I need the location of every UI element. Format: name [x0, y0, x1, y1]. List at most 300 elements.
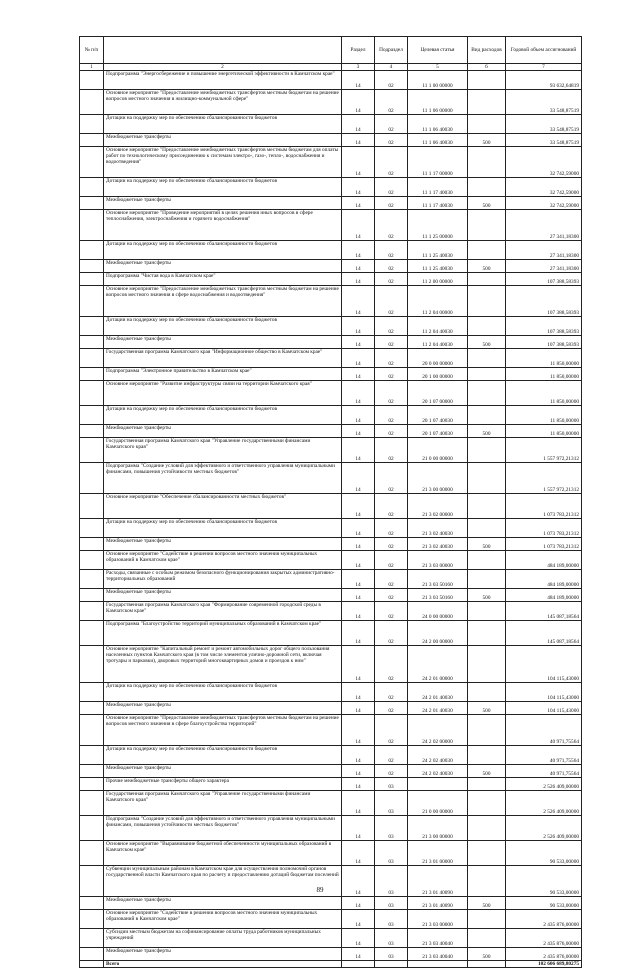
table-row: [80, 646, 582, 683]
row-amount: 104 115,43000: [506, 702, 582, 715]
row-name: Субвенции муниципальным районам в Камчатском крае для осуществления полномочий органов государственной власти Камчатского края по расчету и предоставлению дотаций бюджетам поселений: [104, 866, 342, 897]
row-subsection: 02: [375, 646, 408, 683]
header-section: Раздел: [342, 37, 375, 64]
row-section: 14: [342, 286, 375, 317]
row-target: 24 2 01 00000: [408, 646, 468, 683]
table-row: [80, 349, 582, 368]
total-empty-cell: [375, 961, 408, 968]
row-subsection: 02: [375, 71, 408, 90]
row-num-cell: [80, 438, 104, 463]
row-amount: 1 073 783,21312: [506, 538, 582, 551]
row-num-cell: [80, 115, 104, 134]
table-row: [80, 702, 582, 715]
row-section: 14: [342, 646, 375, 683]
row-target: 11 2 04 40030: [408, 336, 468, 349]
col-number: 3: [342, 64, 375, 71]
row-amount: 145 087,18564: [506, 621, 582, 646]
row-section: 14: [342, 538, 375, 551]
row-subsection: 02: [375, 90, 408, 115]
row-target: 21 3 01 40090: [408, 897, 468, 910]
row-name: Государственная программа Камчатского края "Формирование современной городской среды в Камчатском крае": [104, 602, 342, 621]
row-amount: 40 971,75564: [506, 746, 582, 765]
row-name: Субсидии местным бюджетам на софинансирование оплаты труда работников муниципальных учреждений: [104, 929, 342, 948]
row-expense-type: [468, 816, 506, 841]
row-section: 14: [342, 602, 375, 621]
row-name: Государственная программа Камчатского края "Информационное общество в Камчатском крае": [104, 349, 342, 368]
row-target: 11 1 25 40030: [408, 241, 468, 260]
row-target: 21 3 02 40030: [408, 519, 468, 538]
row-subsection: 02: [375, 349, 408, 368]
row-expense-type: 500: [468, 260, 506, 273]
row-name: Межбюджетные трансферты: [104, 260, 342, 273]
row-target: 24 2 00 00000: [408, 621, 468, 646]
row-section: 14: [342, 702, 375, 715]
row-target: 11 1 06 40030: [408, 115, 468, 134]
header-target: Целевая статья: [408, 37, 468, 64]
row-section: 14: [342, 589, 375, 602]
table-row: [80, 134, 582, 147]
table-row: [80, 683, 582, 702]
row-amount: 32 742,59000: [506, 197, 582, 210]
row-num-cell: [80, 791, 104, 816]
row-num-cell: [80, 929, 104, 948]
table-row: [80, 746, 582, 765]
row-num-cell: [80, 178, 104, 197]
row-amount: 2 526 409,00000: [506, 791, 582, 816]
row-amount: 11 850,00000: [506, 406, 582, 425]
row-target: 11 1 17 00000: [408, 147, 468, 178]
row-amount: 90 533,00000: [506, 897, 582, 910]
row-subsection: 02: [375, 519, 408, 538]
col-number: 7: [506, 64, 582, 71]
row-amount: 107 388,58393: [506, 273, 582, 286]
column-number-row: [80, 64, 582, 71]
row-section: 14: [342, 910, 375, 929]
row-target: 11 1 00 00000: [408, 71, 468, 90]
row-num-cell: [80, 551, 104, 570]
row-target: 21 3 03 50160: [408, 589, 468, 602]
row-num-cell: [80, 746, 104, 765]
row-target: 11 1 17 40030: [408, 197, 468, 210]
row-expense-type: [468, 210, 506, 241]
row-section: 14: [342, 90, 375, 115]
row-num-cell: [80, 702, 104, 715]
row-subsection: 03: [375, 791, 408, 816]
row-section: 14: [342, 816, 375, 841]
row-expense-type: [468, 71, 506, 90]
row-expense-type: [468, 317, 506, 336]
row-expense-type: [468, 551, 506, 570]
row-expense-type: [468, 570, 506, 589]
table-row: [80, 115, 582, 134]
row-name: Дотации на поддержку мер по обеспечению сбалансированности бюджетов: [104, 683, 342, 702]
row-amount: 107 388,58393: [506, 286, 582, 317]
row-amount: 484 189,00000: [506, 570, 582, 589]
row-name: Дотации на поддержку мер по обеспечению сбалансированности бюджетов: [104, 178, 342, 197]
row-section: 14: [342, 715, 375, 746]
row-num-cell: [80, 765, 104, 778]
table-row: [80, 841, 582, 866]
row-section: 14: [342, 746, 375, 765]
row-name: Основное мероприятие "Обеспечение сбалансированности местных бюджетов": [104, 494, 342, 519]
row-subsection: 02: [375, 260, 408, 273]
table-row: [80, 494, 582, 519]
header-name: [104, 37, 342, 64]
row-amount: 107 388,58393: [506, 317, 582, 336]
row-expense-type: [468, 621, 506, 646]
row-num-cell: [80, 210, 104, 241]
row-target: 11 1 17 40030: [408, 178, 468, 197]
row-target: 24 2 02 00000: [408, 715, 468, 746]
row-num-cell: [80, 147, 104, 178]
table-row: [80, 570, 582, 589]
row-expense-type: 500: [468, 702, 506, 715]
row-subsection: 02: [375, 602, 408, 621]
row-num-cell: [80, 406, 104, 425]
row-amount: 11 850,00000: [506, 368, 582, 381]
row-subsection: 02: [375, 286, 408, 317]
row-section: 14: [342, 494, 375, 519]
row-subsection: 03: [375, 778, 408, 791]
col-number: 6: [468, 64, 506, 71]
row-name: Государственная программа Камчатского края "Управление государственными финансами Камчатского края": [104, 791, 342, 816]
row-name: Основное мероприятие "Предоставление межбюджетных трансфертов местным бюджетам для оплаты работ по технологическому присоединению к системам электро-, газо-, тепло-, водоснабжения и водоотведения": [104, 147, 342, 178]
row-name: Дотации на поддержку мер по обеспечению сбалансированности бюджетов: [104, 115, 342, 134]
row-subsection: 02: [375, 178, 408, 197]
row-expense-type: [468, 286, 506, 317]
row-amount: 27 341,18300: [506, 260, 582, 273]
row-target: 11 1 06 40030: [408, 134, 468, 147]
table-row: [80, 551, 582, 570]
row-subsection: 02: [375, 115, 408, 134]
row-subsection: 02: [375, 746, 408, 765]
row-expense-type: [468, 349, 506, 368]
row-subsection: 02: [375, 702, 408, 715]
row-amount: 1 073 783,21312: [506, 494, 582, 519]
table-row: [80, 929, 582, 948]
row-subsection: 02: [375, 438, 408, 463]
row-target: 11 1 25 40030: [408, 260, 468, 273]
row-target: 21 3 00 00000: [408, 463, 468, 494]
row-amount: 2 435 876,00000: [506, 948, 582, 961]
row-expense-type: [468, 147, 506, 178]
row-subsection: 02: [375, 197, 408, 210]
row-name: Подпрограмма "Благоустройство территорий муниципальных образований в Камчатском крае": [104, 621, 342, 646]
row-section: 14: [342, 948, 375, 961]
row-subsection: 02: [375, 463, 408, 494]
row-name: Основное мероприятие "Проведение мероприятий в целях решения иных вопросов в сфере теплоснабжения, электроснабжения и горячего водоснабжения": [104, 210, 342, 241]
row-subsection: 02: [375, 147, 408, 178]
row-amount: 33 548,87519: [506, 90, 582, 115]
row-expense-type: 500: [468, 336, 506, 349]
row-amount: 484 189,00000: [506, 589, 582, 602]
row-num-cell: [80, 683, 104, 702]
table-row: [80, 381, 582, 406]
row-amount: 2 435 876,00000: [506, 910, 582, 929]
row-amount: 33 548,87519: [506, 134, 582, 147]
row-target: 20 0 00 00000: [408, 349, 468, 368]
table-body: [80, 71, 582, 961]
row-expense-type: 500: [468, 538, 506, 551]
row-name: Подпрограмма "Создание условий для эффективного и ответственного управления муниципальными финансами, повышения устойчивости местных бюджетов": [104, 463, 342, 494]
row-num-cell: [80, 816, 104, 841]
table-row: [80, 273, 582, 286]
row-num-cell: [80, 286, 104, 317]
row-amount: 104 115,43000: [506, 646, 582, 683]
table-row: [80, 71, 582, 90]
row-section: 14: [342, 197, 375, 210]
row-section: 14: [342, 570, 375, 589]
row-num-cell: [80, 841, 104, 866]
table-row: [80, 260, 582, 273]
row-target: 20 1 07 40030: [408, 406, 468, 425]
row-expense-type: [468, 241, 506, 260]
row-name: Дотации на поддержку мер по обеспечению сбалансированности бюджетов: [104, 746, 342, 765]
row-name: Межбюджетные трансферты: [104, 336, 342, 349]
header-amount: Годовой объем ассигнований: [506, 37, 582, 64]
row-amount: 11 850,00000: [506, 425, 582, 438]
row-target: 11 1 25 00000: [408, 210, 468, 241]
row-name: Межбюджетные трансферты: [104, 589, 342, 602]
table-row: [80, 241, 582, 260]
row-target: 21 3 00 00000: [408, 816, 468, 841]
row-expense-type: [468, 406, 506, 425]
row-subsection: 03: [375, 910, 408, 929]
row-target: 21 3 02 40030: [408, 538, 468, 551]
header-subsection: Подраздел: [375, 37, 408, 64]
row-section: 14: [342, 260, 375, 273]
row-amount: 145 087,18564: [506, 602, 582, 621]
row-num-cell: [80, 589, 104, 602]
row-expense-type: 500: [468, 948, 506, 961]
row-num-cell: [80, 317, 104, 336]
row-target: 24 0 00 00000: [408, 602, 468, 621]
row-amount: 11 850,00000: [506, 349, 582, 368]
row-num-cell: [80, 948, 104, 961]
row-expense-type: [468, 778, 506, 791]
table-row: [80, 765, 582, 778]
row-expense-type: [468, 715, 506, 746]
row-name: Межбюджетные трансферты: [104, 702, 342, 715]
row-num-cell: [80, 90, 104, 115]
row-subsection: 02: [375, 134, 408, 147]
row-amount: 93 632,64819: [506, 71, 582, 90]
row-amount: 1 557 972,21312: [506, 438, 582, 463]
row-num-cell: [80, 260, 104, 273]
row-section: 14: [342, 438, 375, 463]
row-subsection: 02: [375, 570, 408, 589]
total-empty-cell: [342, 961, 375, 968]
row-section: 14: [342, 368, 375, 381]
table-row: [80, 147, 582, 178]
row-subsection: 02: [375, 425, 408, 438]
row-target: 24 2 01 40030: [408, 683, 468, 702]
table-row: [80, 463, 582, 494]
row-expense-type: [468, 178, 506, 197]
row-num-cell: [80, 897, 104, 910]
row-name: Основное мероприятие "Предоставление межбюджетных трансфертов местным бюджетам на решение вопросов местного значения в сфере водоснабжения и водоотведения": [104, 286, 342, 317]
row-subsection: 02: [375, 589, 408, 602]
total-amount: 102 606 689,80275: [506, 961, 582, 968]
row-expense-type: [468, 602, 506, 621]
row-subsection: 03: [375, 929, 408, 948]
table-row: [80, 90, 582, 115]
row-target: 24 2 01 40030: [408, 702, 468, 715]
row-amount: 2 526 409,00000: [506, 778, 582, 791]
row-section: 14: [342, 463, 375, 494]
table-row: [80, 406, 582, 425]
row-expense-type: [468, 438, 506, 463]
row-name: Основное мероприятие "Развитие инфраструктуры связи на территории Камчатского края": [104, 381, 342, 406]
row-target: 11 2 04 40030: [408, 317, 468, 336]
row-expense-type: [468, 746, 506, 765]
row-target: 21 3 01 40090: [408, 866, 468, 897]
row-amount: 90 533,00000: [506, 866, 582, 897]
table-row: [80, 948, 582, 961]
row-target: 21 3 03 50160: [408, 570, 468, 589]
row-section: 14: [342, 929, 375, 948]
row-amount: 40 971,75564: [506, 765, 582, 778]
row-target: 21 3 03 00000: [408, 910, 468, 929]
row-num-cell: [80, 241, 104, 260]
row-num-cell: [80, 197, 104, 210]
row-name: Межбюджетные трансферты: [104, 538, 342, 551]
row-subsection: 02: [375, 765, 408, 778]
row-target: 11 2 04 00000: [408, 286, 468, 317]
row-target: 21 3 03 40040: [408, 948, 468, 961]
row-subsection: 02: [375, 336, 408, 349]
row-subsection: 03: [375, 816, 408, 841]
row-target: 24 2 02 40030: [408, 746, 468, 765]
row-expense-type: 500: [468, 897, 506, 910]
row-expense-type: [468, 381, 506, 406]
row-section: 14: [342, 317, 375, 336]
row-subsection: 03: [375, 841, 408, 866]
row-amount: 40 971,75564: [506, 715, 582, 746]
row-section: 14: [342, 621, 375, 646]
row-num-cell: [80, 494, 104, 519]
row-section: 14: [342, 683, 375, 702]
row-subsection: 03: [375, 866, 408, 897]
row-amount: 484 189,00000: [506, 551, 582, 570]
row-section: 14: [342, 866, 375, 897]
row-amount: 1 557 972,21312: [506, 463, 582, 494]
row-expense-type: [468, 463, 506, 494]
table-row: [80, 210, 582, 241]
row-subsection: 02: [375, 538, 408, 551]
total-label: Всего: [104, 961, 342, 968]
row-target: [408, 778, 468, 791]
row-section: 14: [342, 134, 375, 147]
table-row: [80, 425, 582, 438]
row-name: Основное мероприятие "Выравнивание бюджетной обеспеченности муниципальных образований в Камчатском крае": [104, 841, 342, 866]
row-target: 11 1 06 00000: [408, 90, 468, 115]
table-row: [80, 178, 582, 197]
row-subsection: 02: [375, 715, 408, 746]
row-name: Межбюджетные трансферты: [104, 197, 342, 210]
row-amount: 27 341,18300: [506, 210, 582, 241]
header-expense-type: Вид расходов: [468, 37, 506, 64]
row-num-cell: [80, 519, 104, 538]
row-subsection: 03: [375, 897, 408, 910]
table-row: [80, 286, 582, 317]
row-expense-type: [468, 646, 506, 683]
row-section: 14: [342, 349, 375, 368]
row-target: 21 3 01 00000: [408, 841, 468, 866]
row-name: Основное мероприятие "Предоставление межбюджетных трансфертов местным бюджетам на решение вопросов местного значения в сфере благоустройства территорий": [104, 715, 342, 746]
row-expense-type: [468, 841, 506, 866]
row-expense-type: [468, 494, 506, 519]
row-expense-type: [468, 683, 506, 702]
table-row: [80, 438, 582, 463]
row-target: 24 2 02 40030: [408, 765, 468, 778]
row-section: 14: [342, 273, 375, 286]
row-name: Подпрограмма "Создание условий для эффективного и ответственного управления муниципальными финансами, повышения устойчивости местных бюджетов": [104, 816, 342, 841]
row-subsection: 02: [375, 621, 408, 646]
row-amount: 33 548,87519: [506, 115, 582, 134]
row-expense-type: [468, 929, 506, 948]
row-subsection: 02: [375, 406, 408, 425]
row-section: 14: [342, 381, 375, 406]
row-expense-type: [468, 368, 506, 381]
row-section: 14: [342, 841, 375, 866]
row-num-cell: [80, 425, 104, 438]
row-num-cell: [80, 910, 104, 929]
table-row: [80, 317, 582, 336]
row-name: Основное мероприятие "Капитальный ремонт и ремонт автомобильных дорог общего пользования населенных пунктов Камчатского края (в том числе элементов улично-дорожной сети, включая тротуары и парковки), дворовых территорий многоквартирных домов и проездов к ним": [104, 646, 342, 683]
table-row: [80, 621, 582, 646]
row-target: 20 1 07 40030: [408, 425, 468, 438]
row-expense-type: [468, 910, 506, 929]
row-section: 14: [342, 336, 375, 349]
row-target: 21 3 02 00000: [408, 494, 468, 519]
table-row: [80, 538, 582, 551]
row-subsection: 02: [375, 273, 408, 286]
row-subsection: 02: [375, 551, 408, 570]
total-row: [80, 961, 582, 968]
row-subsection: 02: [375, 381, 408, 406]
row-section: 14: [342, 519, 375, 538]
row-section: 14: [342, 241, 375, 260]
row-name: Дотации на поддержку мер по обеспечению сбалансированности бюджетов: [104, 241, 342, 260]
row-section: 14: [342, 147, 375, 178]
table-row: [80, 368, 582, 381]
row-expense-type: 500: [468, 425, 506, 438]
table-row: [80, 519, 582, 538]
row-amount: 90 533,00000: [506, 841, 582, 866]
table-row: [80, 589, 582, 602]
table-row: [80, 197, 582, 210]
total-empty-cell: [468, 961, 506, 968]
row-num-cell: [80, 134, 104, 147]
row-section: 14: [342, 210, 375, 241]
row-num-cell: [80, 646, 104, 683]
row-section: 14: [342, 71, 375, 90]
row-name: Дотации на поддержку мер по обеспечению сбалансированности бюджетов: [104, 519, 342, 538]
table-row: [80, 778, 582, 791]
header-row: [80, 37, 582, 64]
col-number: 5: [408, 64, 468, 71]
row-subsection: 02: [375, 494, 408, 519]
row-expense-type: [468, 519, 506, 538]
row-num-cell: [80, 349, 104, 368]
col-number: 2: [104, 64, 342, 71]
row-expense-type: 500: [468, 134, 506, 147]
row-section: 14: [342, 897, 375, 910]
row-expense-type: [468, 791, 506, 816]
row-subsection: 02: [375, 210, 408, 241]
row-name: Основное мероприятие "Содействие в решении вопросов местного значения муниципальных образований в Камчатском крае": [104, 910, 342, 929]
